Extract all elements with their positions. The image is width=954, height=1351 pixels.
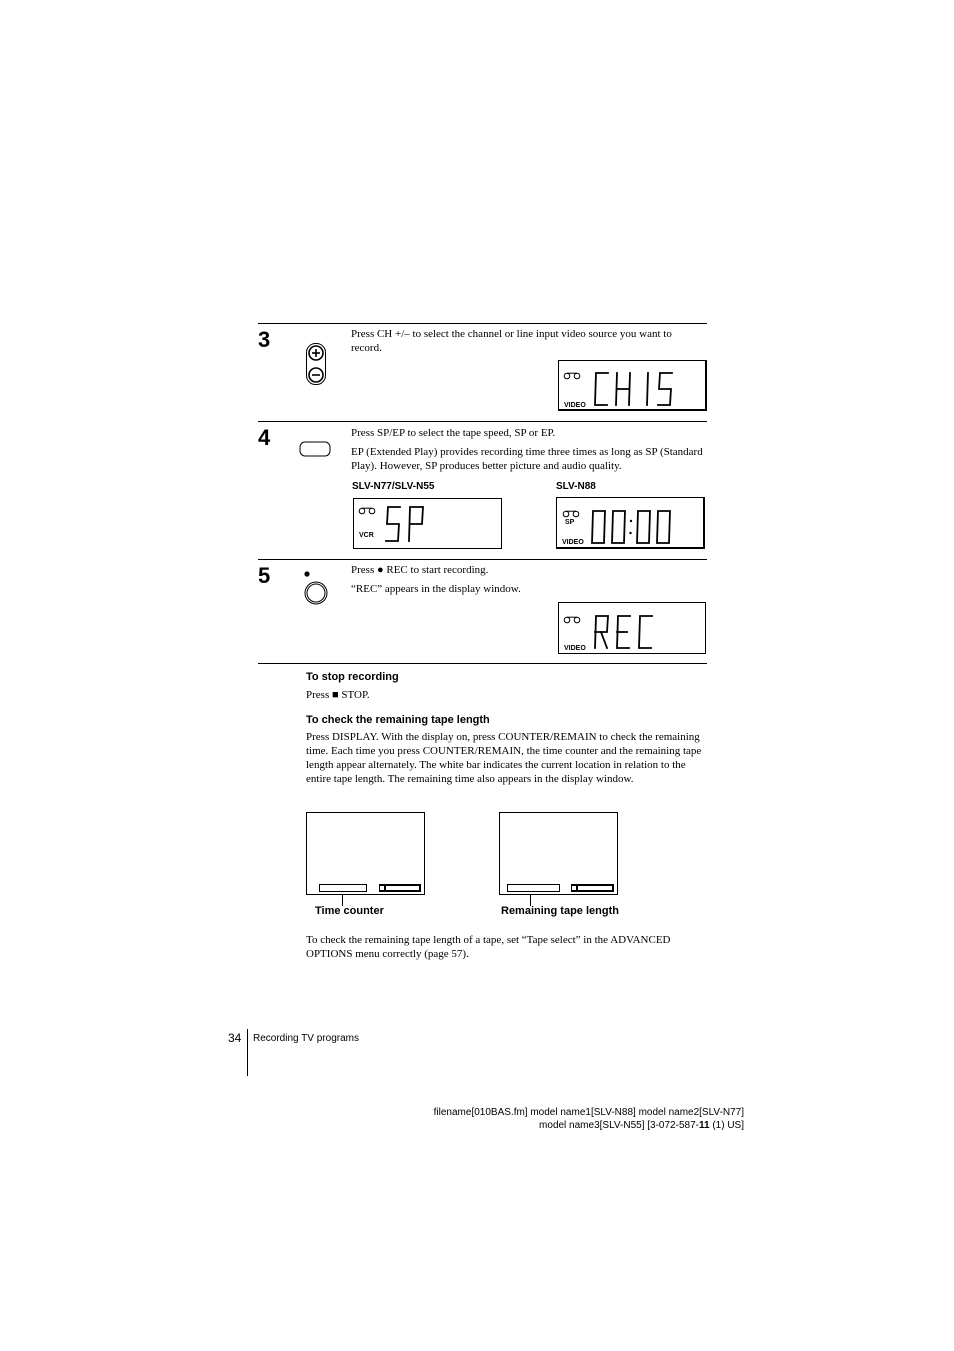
display-vcr-label: VCR <box>359 532 374 539</box>
step-4-text-1: Press SP/EP to select the tape speed, SP or EP. <box>351 427 556 439</box>
footer-vertical-rule <box>247 1029 248 1076</box>
step-5-text-2: “REC” appears in the display window. <box>351 583 521 595</box>
lcd-segments-ch15 <box>592 371 682 407</box>
lcd-segments-rec <box>592 614 662 650</box>
tape-position-bar <box>571 884 614 892</box>
remaining-text: Press DISPLAY. With the display on, press COUNTER/REMAIN to check the remaining time. Each time you press COUNTER/REMAIN, the time counter and the remaining tape length appear alternately. The white bar indicates the current location in relation to the entire tape length. The remaining time also appears in the display window. <box>306 731 702 785</box>
file-info <box>434 1106 744 1132</box>
tape-icon <box>358 507 376 515</box>
step-5-text-1: Press ● REC to start recording. <box>351 564 489 576</box>
remaining-note: To check the remaining tape length of a tape, set “Tape select” in the ADVANCED OPTIONS menu correctly (page 57). <box>306 934 671 960</box>
remaining-heading: To check the remaining tape length <box>306 714 490 726</box>
lcd-segments-0000 <box>590 509 682 545</box>
tape-icon <box>562 510 580 518</box>
step-4-display-window-a <box>353 498 502 549</box>
display-video-label: VIDEO <box>562 539 584 546</box>
stop-text: Press ■ STOP. <box>306 689 370 701</box>
caption-remaining-tape: Remaining tape length <box>501 905 619 917</box>
file-info-line-1: filename[010BAS.fm] model name1[SLV-N88] model name2[SLV-N77] <box>433 1107 744 1118</box>
ch-plus-minus-button-icon <box>305 342 327 386</box>
sp-ep-button-icon <box>299 441 331 462</box>
model-label-n88: SLV-N88 <box>556 481 596 492</box>
step-3-top-rule <box>258 323 707 324</box>
tv-screen-remaining-tape <box>499 812 618 895</box>
tape-icon <box>563 616 581 624</box>
page-number: 34 <box>228 1031 242 1045</box>
rec-button-icon <box>302 570 330 613</box>
time-counter-box <box>319 884 367 892</box>
step-3-text: Press CH +/– to select the channel or line input video source you want to record. <box>351 328 672 354</box>
step-4-display-window-b <box>556 497 705 549</box>
step-4-number: 4 <box>258 425 271 450</box>
tape-position-bar <box>379 884 421 892</box>
caption-time-counter: Time counter <box>315 905 384 917</box>
tape-icon <box>563 372 581 380</box>
file-info-region: (1) US] <box>709 1120 744 1131</box>
tape-position-marker <box>384 886 386 890</box>
step-3-display-window <box>558 360 707 411</box>
file-info-revision: 11 <box>698 1120 710 1131</box>
display-video-label: VIDEO <box>564 645 586 652</box>
file-info-line-2 <box>434 1119 744 1132</box>
step-5-display-window <box>558 602 706 654</box>
remaining-time-box <box>507 884 560 892</box>
stop-heading: To stop recording <box>306 671 399 683</box>
display-video-label: VIDEO <box>564 402 586 409</box>
step-5-number: 5 <box>258 563 271 588</box>
lcd-segments-sp <box>385 505 445 543</box>
file-info-model3: model name3[SLV-N55] [3-072-587- <box>539 1120 699 1131</box>
step-5-top-rule <box>258 559 707 560</box>
tape-position-marker <box>576 886 578 890</box>
footer-section-title: Recording TV programs <box>253 1033 359 1044</box>
step-3-number: 3 <box>258 327 271 352</box>
display-sp-label: SP <box>565 519 575 526</box>
steps-bottom-rule <box>258 663 707 664</box>
step-4-text-2: EP (Extended Play) provides recording time three times as long as SP (Standard Play). However, SP produces better picture and audio quality. <box>351 446 703 472</box>
model-label-n77-n55: SLV-N77/SLV-N55 <box>352 481 435 492</box>
tv-screen-time-counter <box>306 812 425 895</box>
step-4-top-rule <box>258 421 707 422</box>
